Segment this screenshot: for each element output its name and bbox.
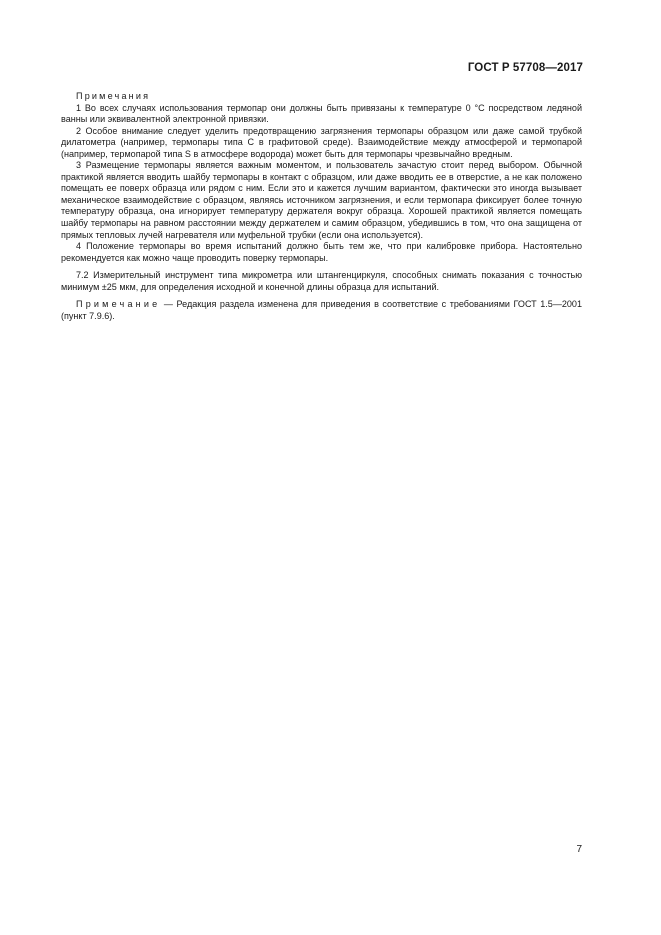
final-note-label: Примечание — [76, 299, 161, 310]
note-item: 3 Размещение термопары является важным моментом, и пользователь зачастую стоит перед выбором. Обычной практикой является вводить шайбу термопары в контакт с образцом, или даже вводить ее в отверстие, а не как положено помещать ее поверх образца или рядом с ним. Если это и кажется лучшим вариантом, фактически это иногда вызывает механическое взаимодействие с образцом, являясь источником загрязнения, и если термопара фиксирует более точную температуру образца, она игнорирует температуру держателя вокруг образца. Хорошей практикой является помещать шайбу термопары на равном расстоянии между держателем и самим образцом, убедившись в том, что она защищена от прямых тепловых лучей нагревателя или муфельной трубки (если она используется). — [61, 160, 582, 240]
section-7-2: 7.2 Измерительный инструмент типа микрометра или штангенциркуля, способных снимать показания с точностью минимум ±25 мкм, для определения исходной и конечной длины образца для испытаний. — [61, 270, 582, 292]
final-note-text: — Редакция раздела изменена для приведения в соответствие с требованиями ГОСТ 1.5—2001 (пункт 7.9.6). — [61, 299, 582, 321]
note-item: 1 Во всех случаях использования термопар они должны быть привязаны к температуре 0 °С посредством ледяной ванны или эквивалентной электронной привязки. — [61, 102, 582, 125]
page-number: 7 — [576, 844, 582, 855]
notes-heading: Примечания — [76, 91, 151, 101]
page-content — [61, 91, 582, 322]
standard-header: ГОСТ Р 57708—2017 — [467, 62, 583, 74]
note-item: 4 Положение термопары во время испытаний должно быть тем же, что при калибровке прибора. Настоятельно рекомендуется как можно чаще проводить поверку термопары. — [61, 241, 582, 263]
final-note — [61, 299, 582, 322]
note-item: 2 Особое внимание следует уделить предотвращению загрязнения термопары образцом или даже самой трубкой дилатометра (например, термопары типа С в графитовой среде). Взаимодействие между атмосферой и термопарой (например, термопарой типа S в атмосфере водорода) может быть для термопары чрезвычайно вредным. — [61, 125, 582, 159]
